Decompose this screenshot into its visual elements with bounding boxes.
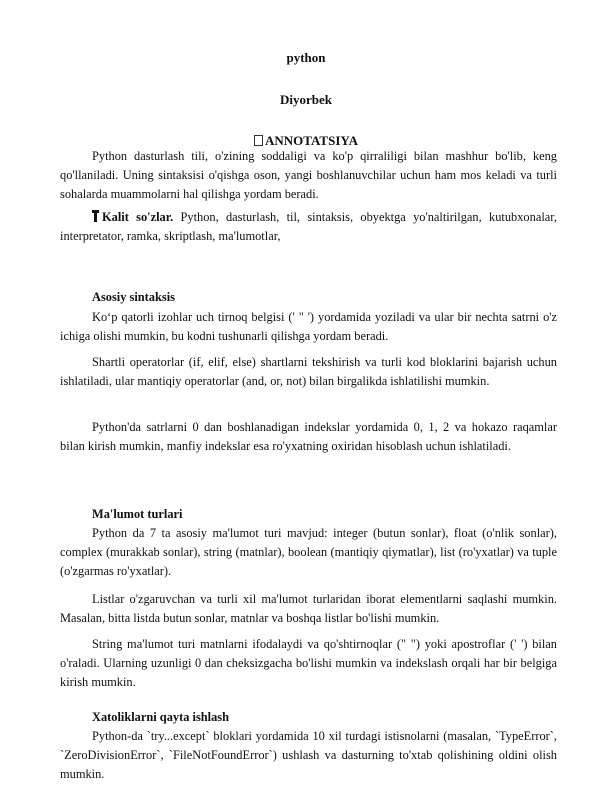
annotation-text: Python dasturlash tili, o'zining soddaligi va ko'p qirraliligi bilan mashhur bo'lib, keng qo'llaniladi. Uning sintaksisi o'qishga oson, yangi boshlanuvchilar uchun ham mos keladi va turli sohalarda muammolarni hal qilishga yordam beradi. bbox=[60, 149, 557, 201]
author-name: Diyorbek bbox=[280, 92, 332, 107]
section-heading: Ma'lumot turlari bbox=[92, 507, 183, 521]
section-heading: Asosiy sintaksis bbox=[92, 290, 175, 304]
paragraph: Python'da satrlarni 0 dan boshlanadigan indekslar yordamida 0, 1, 2 va hokazo raqamlar bilan kirish mumkin, manfiy indekslar esa ro'yxatning oxiridan hisoblash uchun ishlatiladi. bbox=[60, 420, 557, 453]
keywords-text: Python, dasturlash, til, sintaksis, obyektga yo'naltirilgan, kutubxonalar, interpretator, ramka, skriptlash, ma'lumotlar, bbox=[60, 210, 557, 243]
paragraph: Python-da `try...except` bloklari yordamida 10 xil turdagi istisnolarni (masalan, `TypeError`, `ZeroDivisionError`, `FileNotFoundError`) ushlash va dasturning to'xtab qolishining oldini olish mumkin. bbox=[60, 729, 557, 781]
keyword-marker-icon bbox=[92, 210, 99, 222]
paragraph: Shartli operatorlar (if, elif, else) shartlarni tekshirish va turli kod bloklarini bajarish uchun ishlatiladi, ular mantiqiy operatorlar (and, or, not) bilan birgalikda ishlatilishi mumkin. bbox=[60, 355, 557, 388]
keywords-paragraph bbox=[60, 208, 557, 246]
section-heading: Xatoliklarni qayta ishlash bbox=[92, 710, 230, 724]
paragraph: String ma'lumot turi matnlarni ifodalaydi va qo'shtirnoqlar (" ") yoki apostroflar (' ') bilan o'raladi. Ularning uzunligi 0 dan cheksizgacha bo'lishi mumkin va indekslash orqali har bir belgiga kirish mumkin. bbox=[60, 637, 557, 689]
document-title: python bbox=[286, 50, 326, 65]
keywords-label: Kalit so'zlar. bbox=[102, 210, 174, 224]
paragraph: Listlar o'zgaruvchan va turli xil ma'lumot turlaridan iborat elementlarni saqlashi mumkin. Masalan, bitta listda butun sonlar, matnlar va boshqa listlar bo'lishi mumkin. bbox=[60, 592, 557, 625]
annotation-heading-text: ANNOTATSIYA bbox=[265, 133, 358, 148]
missing-glyph-icon bbox=[254, 135, 263, 146]
paragraph: Ko‘p qatorli izohlar uch tirnoq belgisi (' " ') yordamida yoziladi va ular bir nechta satrni o'z ichiga olishi mumkin, bu kodni tushunarli qilishga yordam beradi. bbox=[60, 310, 557, 343]
paragraph: Python da 7 ta asosiy ma'lumot turi mavjud: integer (butun sonlar), float (o'nlik sonlar), complex (murakkab sonlar), string (matnlar), boolean (mantiqiy qiymatlar), list (ro'yxatlar) va tuple (o'zgarmas ro'yxatlar). bbox=[60, 526, 557, 578]
